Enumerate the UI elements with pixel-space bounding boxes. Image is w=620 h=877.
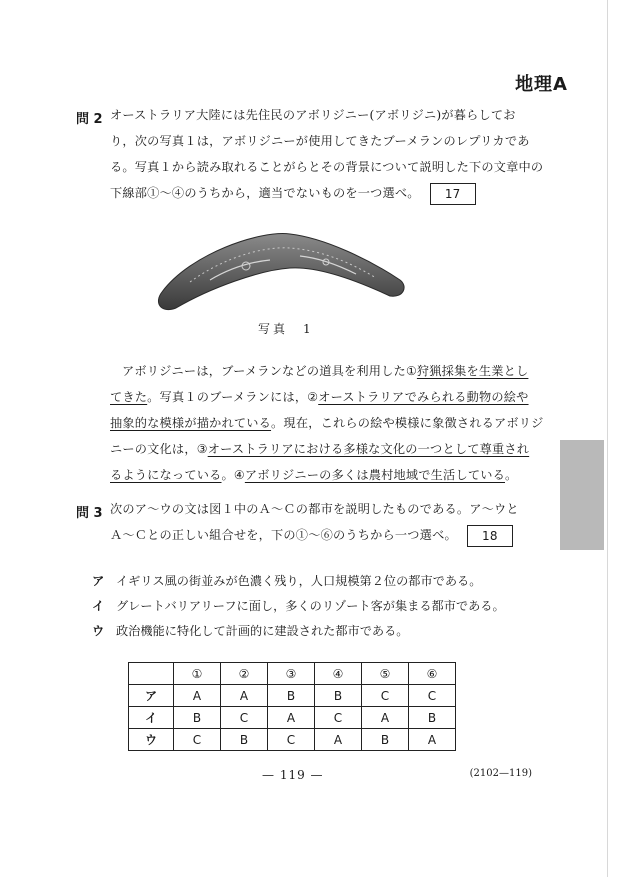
statement-a: ア イギリス風の街並みが色濃く残り，人口規模第２位の都市である。 [92, 574, 482, 588]
question-2-passage: アボリジニーは，ブーメランなどの道具を利用した①狩猟採集を生業とし てきた。写真１のブーメランには，②オーストラリアでみられる動物の絵や 抽象的な模様が描かれている。現在，これらの絵や模様に象徴されるアボリジ ニーの文化は，③オーストラリアにおける多様な文化の一つとして尊重され るようになっている。④アボリジニーの多くは農村地域で生活している。 [110, 364, 544, 482]
statement-i: イ グレートバリアリーフに面し，多くのリゾート客が集まる都市である。 [92, 599, 505, 613]
option-4-number: ④ [233, 468, 245, 482]
table-cell: C [362, 685, 409, 707]
option-2-text: オーストラリアでみられる動物の絵や [318, 390, 529, 404]
row-label: ア [129, 685, 174, 707]
row-label: ウ [129, 729, 174, 751]
column-header: ④ [315, 663, 362, 685]
answer-box-17[interactable]: 17 [430, 183, 476, 205]
table-cell: C [409, 685, 456, 707]
column-header: ① [174, 663, 221, 685]
table-cell: B [268, 685, 315, 707]
table-row [129, 685, 456, 707]
table-cell: B [362, 729, 409, 751]
option-3-number: ③ [196, 442, 208, 456]
table-cell: C [315, 707, 362, 729]
option-1-text: てきた [110, 390, 148, 404]
question-3-label: 問 3 [76, 506, 103, 521]
column-header: ② [221, 663, 268, 685]
subject-title: 地理A [515, 74, 568, 95]
option-4-text: アボリジニーの多くは農村地域で生活している [244, 468, 505, 482]
column-header: ⑤ [362, 663, 409, 685]
column-header: ⑥ [409, 663, 456, 685]
page-number: — 119 — [262, 768, 324, 782]
option-3-text: オーストラリアにおける多様な文化の一つとして尊重され [207, 442, 530, 456]
table-cell: C [268, 729, 315, 751]
table-cell: A [409, 729, 456, 751]
table-cell: B [174, 707, 221, 729]
answer-choices-table [128, 662, 456, 751]
table-cell: A [362, 707, 409, 729]
row-label: イ [129, 707, 174, 729]
table-row [129, 707, 456, 729]
prompt-line: り，次の写真１は，アボリジニーが使用してきたブーメランのレプリカであ [110, 134, 530, 148]
table-row [129, 729, 456, 751]
table-cell: B [409, 707, 456, 729]
side-index-tab [560, 440, 604, 550]
option-1-text: 狩猟採集を生業とし [416, 364, 529, 378]
prompt-line: オーストラリア大陸には先住民のアボリジニー(アボリジニ)が暮らしてお [110, 108, 516, 122]
prompt-line: 次のア～ウの文は図１中のＡ～Ｃの都市を説明したものである。ア～ウと [110, 502, 519, 516]
boomerang-photo [150, 222, 410, 322]
prompt-line: 下線部①～④のうちから，適当でないものを一つ選べ。 17 [110, 180, 543, 206]
prompt-line: Ａ～Ｃとの正しい組合せを，下の①～⑥のうちから一つ選べ。 18 [110, 522, 519, 548]
option-1-number: ① [405, 364, 417, 378]
answer-box-18[interactable]: 18 [467, 525, 513, 547]
option-2-text: 抽象的な模様が描かれている [110, 416, 272, 430]
statement-u: ウ 政治機能に特化して計画的に建設された都市である。 [92, 624, 409, 638]
table-cell: C [221, 707, 268, 729]
table-cell: A [268, 707, 315, 729]
page-edge-line [607, 0, 608, 877]
question-3-prompt [110, 496, 519, 548]
question-2-prompt [110, 102, 543, 206]
prompt-line: る。写真１から読み取れることがらとその背景について説明した下の文章中の [110, 160, 544, 174]
question-2-label: 問 2 [76, 112, 103, 127]
photo-caption: 写真 1 [258, 322, 314, 336]
table-cell: A [315, 729, 362, 751]
table-cell: A [221, 685, 268, 707]
table-cell: B [221, 729, 268, 751]
column-header: ③ [268, 663, 315, 685]
page-code: (2102—119) [469, 768, 532, 779]
table-cell: A [174, 685, 221, 707]
option-3-text: るようになっている [110, 468, 222, 482]
table-cell: B [315, 685, 362, 707]
option-2-number: ② [307, 390, 319, 404]
table-header-row [129, 663, 456, 685]
table-cell: C [174, 729, 221, 751]
table-corner-cell [129, 663, 174, 685]
